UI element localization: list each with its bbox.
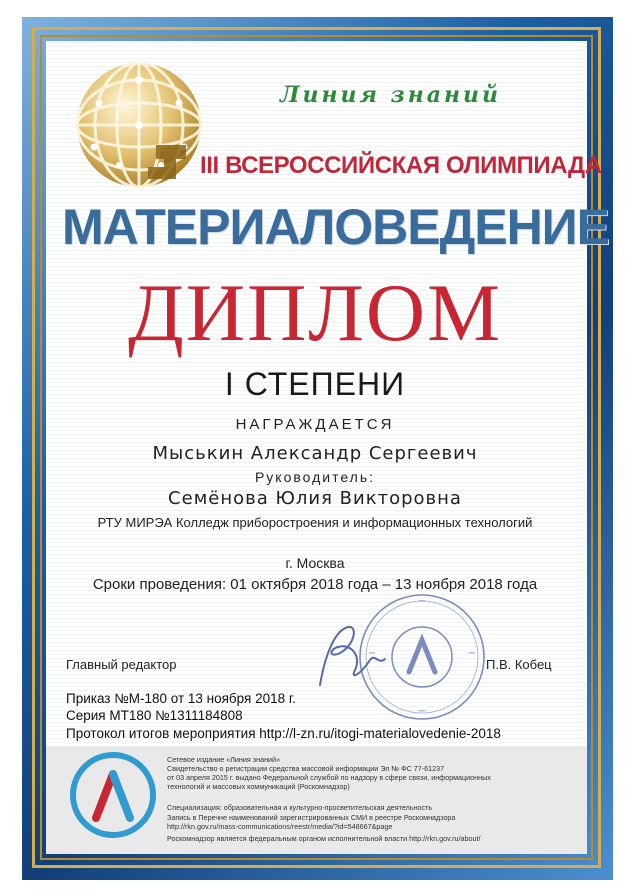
editor-name: П.В. Кобец bbox=[486, 657, 552, 672]
order-number: Приказ №М-180 от 13 ноября 2018 г. bbox=[66, 691, 296, 706]
olympiad-subtitle: III ВСЕРОССИЙСКАЯ ОЛИМПИАДА bbox=[200, 152, 602, 179]
liniya-znaniy-logo-icon bbox=[70, 752, 156, 838]
awarded-label: НАГРАЖДАЕТСЯ bbox=[235, 416, 395, 433]
city: г. Москва bbox=[285, 555, 345, 571]
protocol-link: Протокол итогов мероприятия http://l-zn.ru/itogi-materialovedenie-2018 bbox=[66, 726, 501, 741]
footer-line-2: Свидетельство о регистрации средства массовой информации Эл № ФС 77-61237 bbox=[167, 764, 445, 773]
series-number: Серия МТ180 №1311184808 bbox=[66, 708, 243, 723]
supervisor-name: Семёнова Юлия Викторовна bbox=[168, 488, 462, 509]
globe-logo-icon bbox=[64, 55, 214, 205]
footer-line-6: Запись в Перечне наименований зарегистрированных СМИ в реестре Роскомнадзора bbox=[167, 813, 456, 822]
footer-line-8: Роскомнадзор является федеральным органом исполнительной власти http://rkn.gov.ru/about/ bbox=[167, 834, 481, 843]
organization: РТУ МИРЭА Колледж приборостроения и информационных технологий bbox=[97, 515, 533, 530]
footer-line-5: Специализация: образовательная и культурно-просветительская деятельность bbox=[167, 803, 433, 812]
recipient-name: Мыськин Александр Сергеевич bbox=[152, 443, 478, 464]
footer-line-4: технологий и массовых коммуникаций (Роскомнадзор) bbox=[167, 782, 350, 791]
diploma-degree: I СТЕПЕНИ bbox=[224, 366, 406, 402]
event-dates: Сроки проведения: 01 октября 2018 года – 13 ноября 2018 года bbox=[92, 576, 538, 593]
official-seal-icon bbox=[357, 592, 487, 722]
editor-label: Главный редактор bbox=[66, 657, 177, 672]
brand-name: Линия знаний bbox=[280, 82, 502, 108]
footer-line-3: от 03 апреля 2015 г. выдано Федеральной службой по надзору в сфере связи, информационных bbox=[167, 773, 491, 782]
footer-line-7: http://rkn.gov.ru/mass-communications/reestr/media/?id=548667&page bbox=[167, 822, 393, 831]
diploma-heading: ДИПЛОМ bbox=[127, 267, 503, 358]
supervisor-label: Руководитель: bbox=[254, 469, 376, 485]
olympiad-title: МАТЕРИАЛОВЕДЕНИЕ bbox=[62, 199, 609, 255]
footer-line-1: Сетевое издание «Линия знаний» bbox=[167, 755, 281, 764]
